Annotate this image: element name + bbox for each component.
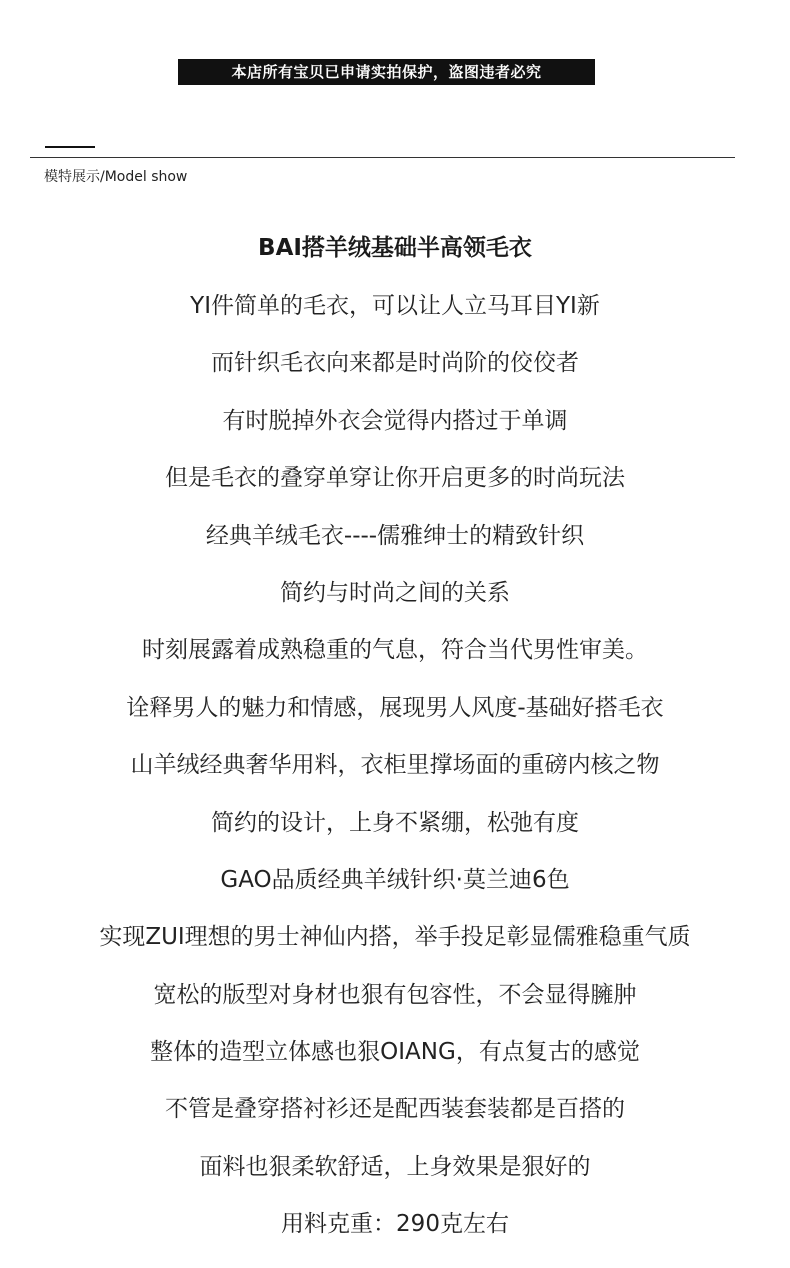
description-line: 但是毛衣的叠穿单穿让你开启更多的时尚玩法	[165, 465, 625, 492]
description-line: 有时脱掉外衣会觉得内搭过于单调	[222, 407, 568, 434]
product-title: BAI搭羊绒基础半高领毛衣	[258, 235, 532, 261]
description-line: 用料克重：290克左右	[281, 1211, 509, 1238]
description-line: 不管是叠穿搭衬衫还是配西装套装都是百搭的	[165, 1096, 625, 1123]
description-line: 简约的设计，上身不紧绷，松弛有度	[211, 809, 579, 836]
description-line: 面料也狠柔软舒适，上身效果是狠好的	[199, 1153, 591, 1180]
description-line: 宽松的版型对身材也狠有包容性，不会显得臃肿	[153, 981, 637, 1008]
description-line: 诠释男人的魅力和情感，展现男人风度-基础好搭毛衣	[126, 694, 664, 721]
description-line: YI件简单的毛衣，可以让人立马耳目YI新	[190, 293, 600, 319]
description-line: 山羊绒经典奢华用料，衣柜里撑场面的重磅内核之物	[130, 752, 660, 779]
description-line: 经典羊绒毛衣----儒雅绅士的精致针织	[205, 522, 585, 549]
section-label-model-show: 模特展示/Model show	[44, 169, 188, 185]
description-line: GAO品质经典羊绒针织·莫兰迪6色	[220, 866, 570, 893]
description-line: 时刻展露着成熟稳重的气息，符合当代男性审美。	[142, 637, 648, 664]
product-description-list	[0, 289, 790, 1265]
section-divider-line	[30, 157, 735, 158]
copyright-notice-banner: 本店所有宝贝已申请实拍保护，盗图违者必究	[178, 59, 595, 85]
description-line: 整体的造型立体感也狠OIANG，有点复古的感觉	[150, 1039, 640, 1066]
section-divider-accent	[45, 146, 95, 148]
description-line: 简约与时尚之间的关系	[280, 579, 510, 606]
description-line: 而针织毛衣向来都是时尚阶的佼佼者	[211, 350, 579, 377]
description-line: 实现ZUI理想的男士神仙内搭，举手投足彰显儒雅稳重气质	[99, 924, 691, 951]
